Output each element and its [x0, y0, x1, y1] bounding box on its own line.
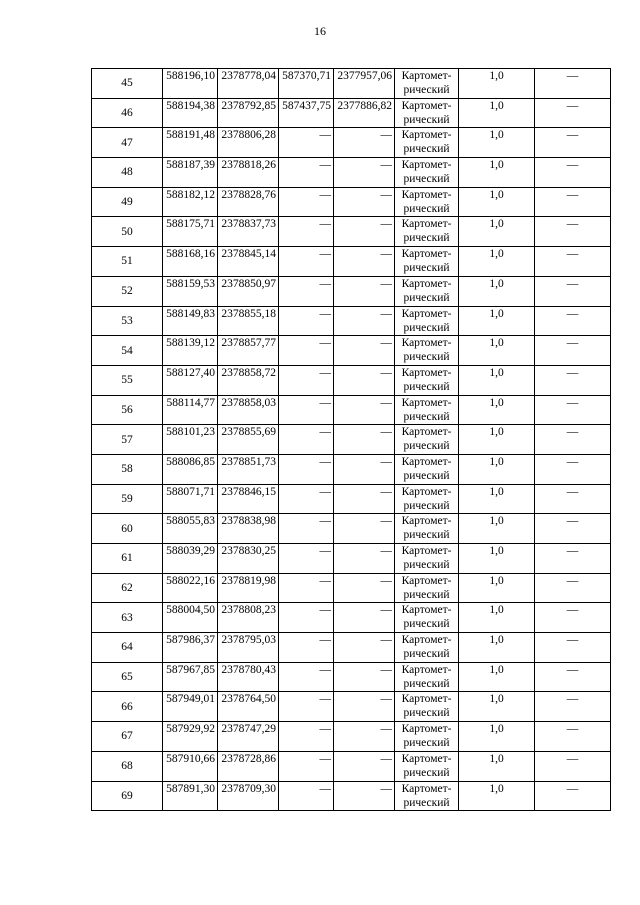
method-line-2: рический	[403, 559, 450, 571]
y-coordinate-cell: 2378728,86	[218, 751, 279, 781]
method-line-1: Картомет-	[401, 604, 452, 617]
accuracy-cell: 1,0	[459, 781, 535, 811]
point-number-cell: 61	[92, 544, 163, 574]
accuracy-cell: 1,0	[459, 722, 535, 752]
y-existing-coordinate-cell: —	[334, 395, 395, 425]
y-coordinate-cell: 2378851,73	[218, 454, 279, 484]
method-line-1: Картомет-	[401, 485, 452, 498]
accuracy-cell: 1,0	[459, 69, 535, 99]
accuracy-cell: 1,0	[459, 365, 535, 395]
x-existing-coordinate-cell: —	[279, 395, 334, 425]
note-cell: —	[535, 425, 611, 455]
point-number-cell: 55	[92, 365, 163, 395]
y-coordinate-cell: 2378858,03	[218, 395, 279, 425]
note-cell: —	[535, 692, 611, 722]
x-existing-coordinate-cell: —	[279, 484, 334, 514]
x-existing-coordinate-cell: —	[279, 187, 334, 217]
method-line-2: рический	[403, 469, 450, 482]
y-existing-coordinate-cell: —	[334, 692, 395, 722]
x-existing-coordinate-cell: —	[279, 692, 334, 722]
table-row	[92, 306, 611, 336]
method-line-2: рический	[403, 499, 450, 512]
y-existing-coordinate-cell: —	[334, 454, 395, 484]
point-number-cell: 64	[92, 633, 163, 663]
point-number-cell: 60	[92, 514, 163, 544]
note-cell: —	[535, 69, 611, 99]
table-row	[92, 128, 611, 158]
y-existing-coordinate-cell: —	[334, 633, 395, 663]
method-line-2: рический	[403, 202, 450, 215]
method-line-1: Картомет-	[401, 396, 452, 409]
method-line-1: Картомет-	[401, 752, 452, 765]
method-line-1: Картомет-	[401, 218, 452, 231]
x-existing-coordinate-cell: —	[279, 336, 334, 366]
note-cell: —	[535, 247, 611, 277]
x-existing-coordinate-cell: —	[279, 247, 334, 277]
x-existing-coordinate-cell: 587370,71	[279, 69, 334, 99]
method-cell	[395, 722, 459, 752]
method-cell	[395, 69, 459, 99]
table-row	[92, 484, 611, 514]
y-coordinate-cell: 2378808,23	[218, 603, 279, 633]
y-existing-coordinate-cell: —	[334, 751, 395, 781]
accuracy-cell: 1,0	[459, 544, 535, 574]
point-number-cell: 56	[92, 395, 163, 425]
method-line-2: рический	[403, 529, 450, 542]
accuracy-cell: 1,0	[459, 692, 535, 722]
table-row	[92, 425, 611, 455]
note-cell: —	[535, 603, 611, 633]
method-cell	[395, 603, 459, 633]
y-coordinate-cell: 2378830,25	[218, 544, 279, 574]
x-existing-coordinate-cell: —	[279, 573, 334, 603]
x-coordinate-cell: 587949,01	[163, 692, 218, 722]
x-coordinate-cell: 587967,85	[163, 662, 218, 692]
accuracy-cell: 1,0	[459, 514, 535, 544]
point-number-cell: 57	[92, 425, 163, 455]
method-line-2: рический	[403, 440, 450, 453]
point-number-cell: 59	[92, 484, 163, 514]
point-number-cell: 45	[92, 69, 163, 99]
note-cell: —	[535, 128, 611, 158]
x-coordinate-cell: 588175,71	[163, 217, 218, 247]
x-existing-coordinate-cell: —	[279, 128, 334, 158]
x-existing-coordinate-cell: —	[279, 514, 334, 544]
y-coordinate-cell: 2378837,73	[218, 217, 279, 247]
method-line-1: Картомет-	[401, 515, 452, 528]
method-line-1: Картомет-	[401, 307, 452, 320]
accuracy-cell: 1,0	[459, 158, 535, 188]
y-existing-coordinate-cell: —	[334, 781, 395, 811]
x-coordinate-cell: 588114,77	[163, 395, 218, 425]
x-coordinate-cell: 588187,39	[163, 158, 218, 188]
method-line-1: Картомет-	[401, 129, 452, 142]
note-cell: —	[535, 217, 611, 247]
accuracy-cell: 1,0	[459, 306, 535, 336]
y-existing-coordinate-cell: —	[334, 425, 395, 455]
method-cell	[395, 247, 459, 277]
method-line-1: Картомет-	[401, 277, 452, 290]
method-cell	[395, 187, 459, 217]
y-coordinate-cell: 2378838,98	[218, 514, 279, 544]
accuracy-cell: 1,0	[459, 454, 535, 484]
y-existing-coordinate-cell: —	[334, 158, 395, 188]
method-line-2: рический	[403, 707, 450, 720]
note-cell: —	[535, 514, 611, 544]
method-cell	[395, 98, 459, 128]
method-line-1: Картомет-	[401, 248, 452, 261]
method-cell	[395, 692, 459, 722]
method-line-2: рический	[403, 321, 450, 334]
method-line-1: Картомет-	[401, 455, 452, 468]
x-existing-coordinate-cell: —	[279, 276, 334, 306]
method-line-2: рический	[403, 351, 450, 364]
y-coordinate-cell: 2378819,98	[218, 573, 279, 603]
y-existing-coordinate-cell: —	[334, 336, 395, 366]
x-coordinate-cell: 587929,92	[163, 722, 218, 752]
accuracy-cell: 1,0	[459, 751, 535, 781]
method-line-1: Картомет-	[401, 574, 452, 587]
x-coordinate-cell: 588055,83	[163, 514, 218, 544]
y-coordinate-cell: 2378828,76	[218, 187, 279, 217]
method-line-1: Картомет-	[401, 723, 452, 736]
method-cell	[395, 276, 459, 306]
x-coordinate-cell: 588182,12	[163, 187, 218, 217]
point-number-cell: 66	[92, 692, 163, 722]
method-line-1: Картомет-	[401, 426, 452, 439]
note-cell: —	[535, 336, 611, 366]
x-existing-coordinate-cell: —	[279, 662, 334, 692]
coordinates-table	[91, 68, 611, 811]
method-cell	[395, 365, 459, 395]
y-existing-coordinate-cell: —	[334, 217, 395, 247]
y-coordinate-cell: 2378850,97	[218, 276, 279, 306]
accuracy-cell: 1,0	[459, 484, 535, 514]
x-coordinate-cell: 587891,30	[163, 781, 218, 811]
point-number-cell: 68	[92, 751, 163, 781]
x-existing-coordinate-cell: —	[279, 603, 334, 633]
point-number-cell: 58	[92, 454, 163, 484]
table-row	[92, 69, 611, 99]
x-coordinate-cell: 587986,37	[163, 633, 218, 663]
method-line-1: Картомет-	[401, 70, 452, 82]
method-line-2: рический	[403, 588, 450, 601]
method-line-2: рический	[403, 291, 450, 304]
y-existing-coordinate-cell: —	[334, 603, 395, 633]
point-number-cell: 52	[92, 276, 163, 306]
point-number-cell: 67	[92, 722, 163, 752]
table-row	[92, 98, 611, 128]
x-existing-coordinate-cell: —	[279, 217, 334, 247]
method-line-2: рический	[403, 380, 450, 393]
accuracy-cell: 1,0	[459, 247, 535, 277]
note-cell: —	[535, 751, 611, 781]
y-coordinate-cell: 2378795,03	[218, 633, 279, 663]
table-row	[92, 395, 611, 425]
x-coordinate-cell: 588039,29	[163, 544, 218, 574]
accuracy-cell: 1,0	[459, 662, 535, 692]
note-cell: —	[535, 365, 611, 395]
method-line-1: Картомет-	[401, 337, 452, 350]
y-coordinate-cell: 2378806,28	[218, 128, 279, 158]
table-row	[92, 158, 611, 188]
table-row	[92, 365, 611, 395]
method-line-1: Картомет-	[401, 188, 452, 201]
note-cell: —	[535, 544, 611, 574]
y-existing-coordinate-cell: 2377957,06	[334, 69, 395, 99]
x-coordinate-cell: 588149,83	[163, 306, 218, 336]
method-line-2: рический	[403, 618, 450, 631]
y-coordinate-cell: 2378709,30	[218, 781, 279, 811]
accuracy-cell: 1,0	[459, 217, 535, 247]
method-line-2: рический	[403, 232, 450, 245]
x-existing-coordinate-cell: —	[279, 544, 334, 574]
x-existing-coordinate-cell: —	[279, 306, 334, 336]
point-number-cell: 69	[92, 781, 163, 811]
y-existing-coordinate-cell: —	[334, 514, 395, 544]
x-coordinate-cell: 588159,53	[163, 276, 218, 306]
coordinates-table-body	[92, 69, 611, 811]
note-cell: —	[535, 158, 611, 188]
x-coordinate-cell: 588168,16	[163, 247, 218, 277]
note-cell: —	[535, 187, 611, 217]
method-line-1: Картомет-	[401, 663, 452, 676]
accuracy-cell: 1,0	[459, 187, 535, 217]
table-row	[92, 514, 611, 544]
accuracy-cell: 1,0	[459, 336, 535, 366]
table-row	[92, 603, 611, 633]
x-existing-coordinate-cell: —	[279, 158, 334, 188]
table-row	[92, 662, 611, 692]
method-cell	[395, 128, 459, 158]
table-row	[92, 336, 611, 366]
y-coordinate-cell: 2378764,50	[218, 692, 279, 722]
method-line-2: рический	[403, 766, 450, 779]
y-existing-coordinate-cell: —	[334, 722, 395, 752]
note-cell: —	[535, 484, 611, 514]
note-cell: —	[535, 722, 611, 752]
point-number-cell: 46	[92, 98, 163, 128]
accuracy-cell: 1,0	[459, 98, 535, 128]
method-line-2: рический	[403, 410, 450, 423]
method-cell	[395, 751, 459, 781]
y-existing-coordinate-cell: 2377886,82	[334, 98, 395, 128]
point-number-cell: 51	[92, 247, 163, 277]
y-coordinate-cell: 2378846,15	[218, 484, 279, 514]
x-existing-coordinate-cell: —	[279, 425, 334, 455]
method-cell	[395, 544, 459, 574]
method-line-2: рический	[403, 737, 450, 750]
x-existing-coordinate-cell: —	[279, 633, 334, 663]
y-coordinate-cell: 2378818,26	[218, 158, 279, 188]
y-coordinate-cell: 2378778,04	[218, 69, 279, 99]
method-cell	[395, 454, 459, 484]
x-existing-coordinate-cell: —	[279, 781, 334, 811]
method-line-1: Картомет-	[401, 366, 452, 379]
y-existing-coordinate-cell: —	[334, 484, 395, 514]
table-row	[92, 454, 611, 484]
y-coordinate-cell: 2378855,69	[218, 425, 279, 455]
method-cell	[395, 395, 459, 425]
table-row	[92, 573, 611, 603]
y-coordinate-cell: 2378780,43	[218, 662, 279, 692]
point-number-cell: 48	[92, 158, 163, 188]
point-number-cell: 49	[92, 187, 163, 217]
note-cell: —	[535, 454, 611, 484]
method-line-1: Картомет-	[401, 693, 452, 706]
y-coordinate-cell: 2378845,14	[218, 247, 279, 277]
y-coordinate-cell: 2378858,72	[218, 365, 279, 395]
table-row	[92, 544, 611, 574]
method-line-1: Картомет-	[401, 99, 452, 112]
table-row	[92, 187, 611, 217]
y-coordinate-cell: 2378857,77	[218, 336, 279, 366]
method-line-2: рический	[403, 677, 450, 690]
x-existing-coordinate-cell: 587437,75	[279, 98, 334, 128]
x-coordinate-cell: 588139,12	[163, 336, 218, 366]
table-row	[92, 722, 611, 752]
accuracy-cell: 1,0	[459, 128, 535, 158]
table-row	[92, 217, 611, 247]
x-existing-coordinate-cell: —	[279, 365, 334, 395]
method-line-2: рический	[403, 113, 450, 126]
x-coordinate-cell: 588004,50	[163, 603, 218, 633]
method-cell	[395, 514, 459, 544]
note-cell: —	[535, 395, 611, 425]
method-line-2: рический	[403, 648, 450, 661]
table-row	[92, 751, 611, 781]
y-existing-coordinate-cell: —	[334, 306, 395, 336]
y-existing-coordinate-cell: —	[334, 662, 395, 692]
accuracy-cell: 1,0	[459, 573, 535, 603]
accuracy-cell: 1,0	[459, 425, 535, 455]
y-coordinate-cell: 2378855,18	[218, 306, 279, 336]
note-cell: —	[535, 573, 611, 603]
method-line-2: рический	[403, 796, 450, 809]
method-cell	[395, 217, 459, 247]
method-line-2: рический	[403, 84, 450, 96]
accuracy-cell: 1,0	[459, 276, 535, 306]
method-line-1: Картомет-	[401, 634, 452, 647]
x-coordinate-cell: 588191,48	[163, 128, 218, 158]
y-coordinate-cell: 2378792,85	[218, 98, 279, 128]
point-number-cell: 53	[92, 306, 163, 336]
note-cell: —	[535, 98, 611, 128]
note-cell: —	[535, 306, 611, 336]
point-number-cell: 50	[92, 217, 163, 247]
note-cell: —	[535, 633, 611, 663]
method-line-2: рический	[403, 143, 450, 156]
method-cell	[395, 306, 459, 336]
method-line-1: Картомет-	[401, 545, 452, 557]
table-row	[92, 781, 611, 811]
method-cell	[395, 425, 459, 455]
method-cell	[395, 633, 459, 663]
method-line-2: рический	[403, 262, 450, 275]
method-line-2: рический	[403, 173, 450, 186]
note-cell: —	[535, 781, 611, 811]
y-existing-coordinate-cell: —	[334, 247, 395, 277]
accuracy-cell: 1,0	[459, 633, 535, 663]
point-number-cell: 63	[92, 603, 163, 633]
method-cell	[395, 662, 459, 692]
point-number-cell: 54	[92, 336, 163, 366]
y-existing-coordinate-cell: —	[334, 365, 395, 395]
table-row	[92, 692, 611, 722]
table-row	[92, 247, 611, 277]
accuracy-cell: 1,0	[459, 395, 535, 425]
x-coordinate-cell: 588101,23	[163, 425, 218, 455]
note-cell: —	[535, 662, 611, 692]
table-row	[92, 633, 611, 663]
x-coordinate-cell: 588196,10	[163, 69, 218, 99]
note-cell: —	[535, 276, 611, 306]
y-existing-coordinate-cell: —	[334, 276, 395, 306]
x-coordinate-cell: 588071,71	[163, 484, 218, 514]
point-number-cell: 47	[92, 128, 163, 158]
x-coordinate-cell: 588127,40	[163, 365, 218, 395]
method-cell	[395, 484, 459, 514]
method-cell	[395, 158, 459, 188]
y-existing-coordinate-cell: —	[334, 128, 395, 158]
x-coordinate-cell: 588194,38	[163, 98, 218, 128]
method-line-1: Картомет-	[401, 782, 452, 795]
x-existing-coordinate-cell: —	[279, 751, 334, 781]
y-existing-coordinate-cell: —	[334, 573, 395, 603]
method-cell	[395, 573, 459, 603]
accuracy-cell: 1,0	[459, 603, 535, 633]
x-existing-coordinate-cell: —	[279, 722, 334, 752]
x-coordinate-cell: 587910,66	[163, 751, 218, 781]
x-coordinate-cell: 588086,85	[163, 454, 218, 484]
point-number-cell: 62	[92, 573, 163, 603]
y-existing-coordinate-cell: —	[334, 187, 395, 217]
y-existing-coordinate-cell: —	[334, 544, 395, 574]
point-number-cell: 65	[92, 662, 163, 692]
page-number: 16	[314, 24, 326, 38]
x-coordinate-cell: 588022,16	[163, 573, 218, 603]
method-cell	[395, 336, 459, 366]
x-existing-coordinate-cell: —	[279, 454, 334, 484]
y-coordinate-cell: 2378747,29	[218, 722, 279, 752]
table-row	[92, 276, 611, 306]
method-cell	[395, 781, 459, 811]
method-line-1: Картомет-	[401, 159, 452, 172]
